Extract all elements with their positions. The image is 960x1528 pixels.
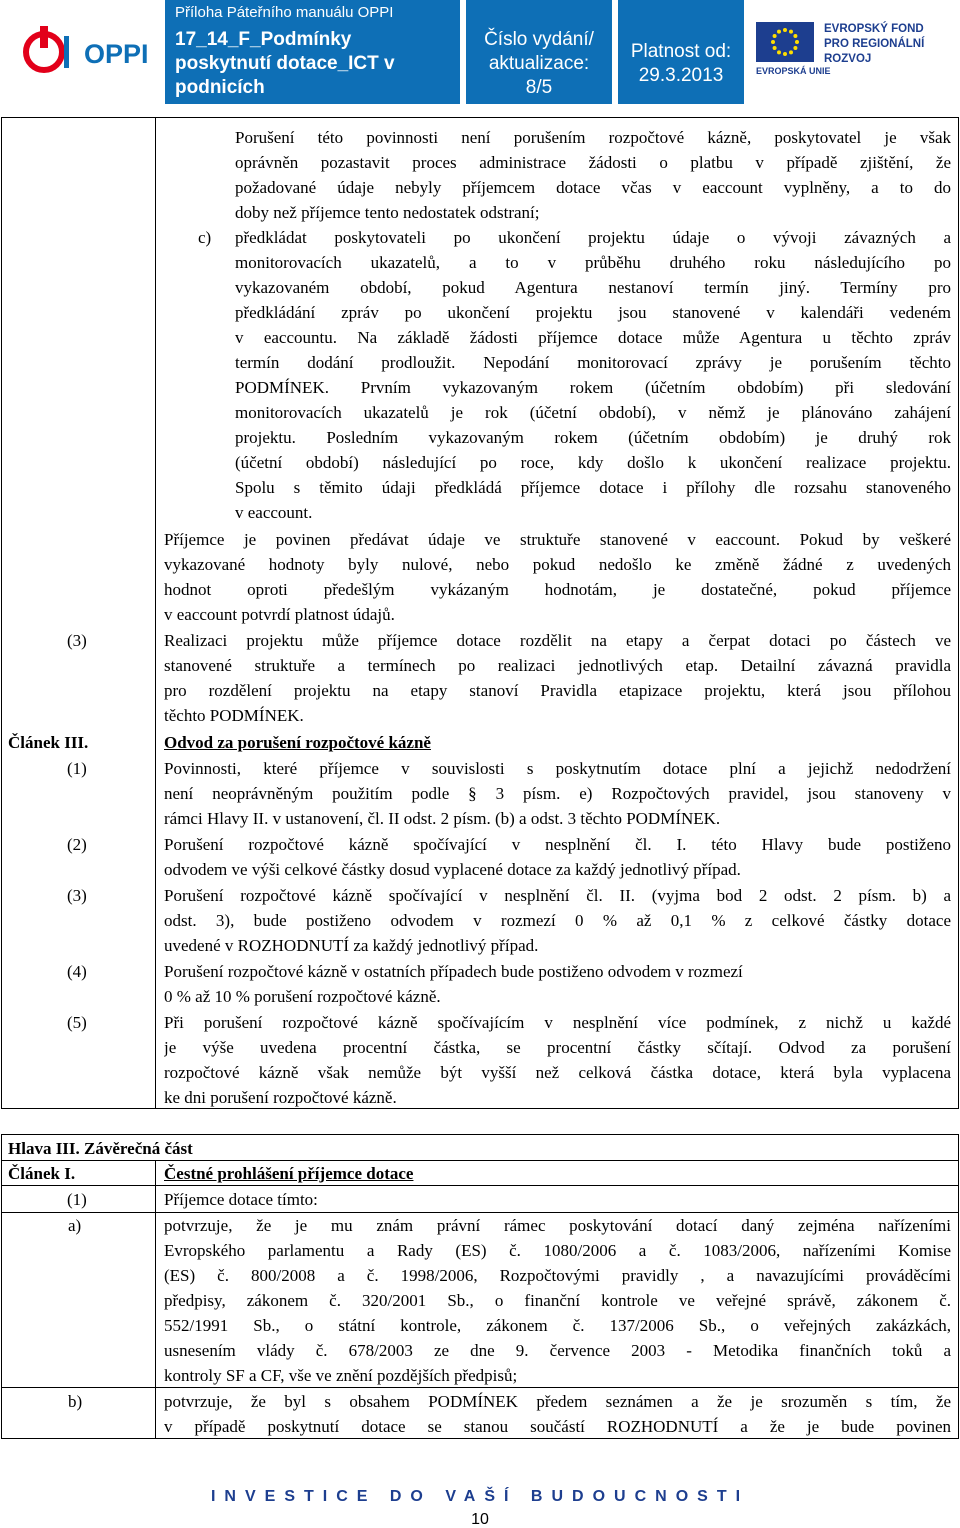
paragraph-line: není neoprávněným použitím podle § 3 písm. e) Rozpočtových pravidel, jsou stanoveny v bbox=[164, 784, 951, 803]
doc-pretitle: Příloha Páteřního manuálu OPPI bbox=[175, 4, 394, 21]
list-label: a) bbox=[68, 1216, 82, 1235]
table-right-border bbox=[958, 117, 959, 1109]
table-column-divider bbox=[155, 1160, 156, 1439]
paragraph-line: kontroly SF a CF, vše ve znění pozdějších předpisů; bbox=[164, 1366, 518, 1385]
paragraph-line: rozpočtové kázně však nemůže být vyšší než celková částka dotace, která byla vyplacena bbox=[164, 1063, 951, 1082]
paragraph-line: v eaccount potvrdí platnost údajů. bbox=[164, 605, 395, 624]
doc-title bbox=[175, 28, 395, 100]
eu-fund-line: EVROPSKÝ FOND bbox=[824, 23, 924, 35]
table-left-border bbox=[1, 117, 2, 1109]
doc-title-line: poskytnutí dotace_ICT v bbox=[175, 53, 395, 74]
eu-fund-line: ROZVOJ bbox=[824, 53, 872, 65]
paragraph-line: Při porušení rozpočtové kázně spočívajícím v nesplnění více podmínek, z nichž u každé bbox=[164, 1013, 951, 1032]
paragraph-line: Porušení této povinnosti není porušením rozpočtové kázně, poskytovatel je však bbox=[235, 128, 951, 147]
paragraph-line: Povinnosti, které příjemce v souvislosti s poskytnutím dotace plní a jejichž nedodržení bbox=[164, 759, 951, 778]
list-label: b) bbox=[68, 1392, 83, 1411]
validity-label bbox=[618, 40, 744, 88]
article-label: Článek I. bbox=[8, 1164, 76, 1183]
list-label: c) bbox=[198, 228, 212, 247]
paragraph-line: oprávněn pozastavit proces administrace žádosti o platbu v případě zjištění, že bbox=[235, 153, 951, 172]
paragraph-line: uvedené v ROZHODNUTÍ za každý jednotlivý případ. bbox=[164, 936, 539, 955]
validity-cell bbox=[618, 0, 744, 104]
paragraph-line: rámci Hlavy II. v ustanovení, čl. II odst. 2 písm. (b) a odst. 3 těchto PODMÍNEK. bbox=[164, 809, 721, 828]
paragraph-line: 552/1991 Sb., o státní kontrole, zákonem č. 137/2006 Sb., o veřejných zakázkách, bbox=[164, 1316, 951, 1335]
eu-logo bbox=[750, 0, 960, 104]
paragraph-line: Realizaci projektu může příjemce dotace rozdělit na etapy a čerpat dotaci po částech ve bbox=[164, 631, 951, 650]
issue-label-line: aktualizace: bbox=[488, 53, 590, 74]
paragraph-line: potvrzuje, že byl s obsahem PODMÍNEK předem seznámen a že je srozuměn s tím, že bbox=[164, 1392, 951, 1411]
eu-fund-line: PRO REGIONÁLNÍ bbox=[824, 38, 925, 50]
paragraph-line: odst. 3), bude postiženo odvodem v rozmezí 0 % až 0,1 % z celkové částky dotace bbox=[164, 911, 951, 930]
paragraph-line: předkládat poskytovateli po ukončení projektu údaje o vývoji závazných a bbox=[235, 228, 951, 247]
paragraph-line: požadované údaje nebyly příjemcem dotace včas v eaccount vyplněny, a to do bbox=[235, 178, 951, 197]
paragraph-number: (3) bbox=[67, 886, 87, 905]
table-right-border bbox=[958, 1134, 959, 1439]
paragraph-line: předpisy, zákonem č. 320/2001 Sb., o finanční kontrole ve veřejné správě, zákonem č. bbox=[164, 1291, 951, 1310]
paragraph-number: (1) bbox=[67, 759, 87, 778]
paragraph-line: potvrzuje, že je mu znám právní rámec poskytování dotací daný zejména nařízeními bbox=[164, 1216, 951, 1235]
doc-title-line: podnicích bbox=[175, 77, 265, 98]
paragraph-line: v eaccount. bbox=[235, 503, 313, 522]
doc-title-line: 17_14_F_Podmínky bbox=[175, 29, 352, 50]
paragraph-line: vykazované hodnoty byly nulové, nebo pokud nedošlo ke změně žádné z uvedených bbox=[164, 555, 951, 574]
paragraph-line: Spolu s těmito údaji předkládá příjemce dotace i přílohy dle rozsahu stanoveného bbox=[235, 478, 951, 497]
paragraph-number: (3) bbox=[67, 631, 87, 650]
footer-slogan: INVESTICE DO VAŠÍ BUDOUCNOSTI bbox=[210, 1488, 750, 1505]
oppi-logo-text: OPPI bbox=[84, 39, 149, 69]
table-row-divider bbox=[1, 1185, 959, 1186]
paragraph-line: (účetní období) následující po roce, kdy došlo k ukončení realizace projektu. bbox=[235, 453, 951, 472]
page-number: 10 bbox=[471, 1511, 489, 1528]
paragraph-line: v eaccountu. Na základě žádosti příjemce dotace může Agentura u těchto zpráv bbox=[235, 328, 951, 347]
paragraph-number: (1) bbox=[67, 1190, 87, 1209]
paragraph-line: monitorovacích ukazatelů, a to v průběhu druhého roku následujícího po bbox=[235, 253, 951, 272]
paragraph-line: Evropského parlamentu a Rady (ES) č. 1080/2006 a č. 1083/2006, nařízeními Komise bbox=[164, 1241, 951, 1260]
paragraph-line: pro rozdělení projektu na etapy stanoví Pravidla etapizace projektu, která jsou přílohou bbox=[164, 681, 951, 700]
paragraph-number: (2) bbox=[67, 835, 87, 854]
oppi-logo-icon bbox=[0, 0, 165, 104]
table-bottom-border bbox=[1, 1108, 959, 1109]
paragraph-line: Porušení rozpočtové kázně spočívající v nesplnění čl. I. této Hlavy bude postiženo bbox=[164, 835, 951, 854]
paragraph-line: PODMÍNEK. Prvním vykazovaným rokem (účetním obdobím) při sledování bbox=[235, 378, 951, 397]
document-title-cell bbox=[165, 0, 460, 104]
paragraph-line: 0 % až 10 % porušení rozpočtové kázně. bbox=[164, 987, 441, 1006]
issue-cell bbox=[466, 0, 612, 104]
issue-label-line: Číslo vydání/ bbox=[484, 29, 594, 50]
paragraph-number: (5) bbox=[67, 1013, 87, 1032]
paragraph-line: je výše uvedena procentní částka, se procentní částky sčítají. Odvod za porušení bbox=[164, 1038, 951, 1057]
article-title: Odvod za porušení rozpočtové kázně bbox=[164, 733, 431, 752]
paragraph-line: hodnot oproti předešlým vykázaným hodnotám, je dostatečné, pokud příjemce bbox=[164, 580, 951, 599]
validity-label-line: Platnost od: bbox=[630, 41, 732, 62]
paragraph-line: projektu. Posledním vykazovaným rokem (účetním obdobím) je druhý rok bbox=[235, 428, 951, 447]
paragraph-line: v případě poskytnutí dotace se stanou součástí ROZHODNUTÍ a že je bude povinen bbox=[164, 1417, 951, 1436]
paragraph-line: monitorovacích ukazatelů je rok (účetní období), v němž je plánováno zahájení bbox=[235, 403, 951, 422]
article-title: Čestné prohlášení příjemce dotace bbox=[164, 1164, 414, 1183]
validity-date: 29.3.2013 bbox=[638, 65, 724, 86]
eu-caption: EVROPSKÁ UNIE bbox=[756, 66, 831, 76]
page-header bbox=[0, 0, 960, 104]
oppi-logo bbox=[0, 0, 165, 104]
article-label: Článek III. bbox=[8, 733, 89, 752]
paragraph-line: doby než příjemce tento nedostatek odstraní; bbox=[235, 203, 540, 222]
paragraph-line: ke dni porušení rozpočtové kázně. bbox=[164, 1088, 397, 1107]
eu-flag-icon bbox=[756, 22, 814, 62]
table-top-border bbox=[1, 1134, 959, 1135]
paragraph-line: Porušení rozpočtové kázně v ostatních případech bude postiženo odvodem v rozmezí bbox=[164, 962, 743, 981]
paragraph-line: odvodem ve výši celkové částky dosud vyplacené dotace za každý jednotlivý případ. bbox=[164, 860, 741, 879]
paragraph-line: Příjemce dotace tímto: bbox=[164, 1190, 318, 1209]
eu-fund-name bbox=[824, 22, 924, 67]
table-left-border bbox=[1, 1134, 2, 1439]
paragraph-line: vykazovaném období, pokud Agentura nestanoví termín jiný. Termíny pro bbox=[235, 278, 951, 297]
paragraph-number: (4) bbox=[67, 962, 87, 981]
part-heading: Hlava III. Závěrečná část bbox=[8, 1139, 193, 1158]
issue-label bbox=[466, 28, 612, 100]
paragraph-line: (ES) č. 800/2008 a č. 1998/2006, Rozpočtovými pravidly , a navazujícími prováděcími bbox=[164, 1266, 951, 1285]
table-top-border bbox=[1, 117, 959, 118]
table-column-divider bbox=[155, 117, 156, 1109]
paragraph-line: Porušení rozpočtové kázně spočívající v nesplnění čl. II. (vyjma bod 2 odst. 2 písm. b) a bbox=[164, 886, 951, 905]
paragraph-line: Příjemce je povinen předávat údaje ve struktuře stanovené v eaccount. Pokud by veškeré bbox=[164, 530, 951, 549]
paragraph-line: usnesením vlády č. 678/2003 ze dne 9. července 2003 - Metodika finančních toků a bbox=[164, 1341, 951, 1360]
paragraph-line: předkládání zpráv po ukončení projektu jsou stanovené v kalendáři vedeném bbox=[235, 303, 951, 322]
paragraph-line: stanovené struktuře a termínech po realizaci jednotlivých etap. Detailní závazná pravidla bbox=[164, 656, 951, 675]
paragraph-line: termín dodání prodloužit. Nepodání monitorovací zprávy je porušením těchto bbox=[235, 353, 951, 372]
issue-value: 8/5 bbox=[525, 77, 553, 98]
paragraph-line: těchto PODMÍNEK. bbox=[164, 706, 304, 725]
